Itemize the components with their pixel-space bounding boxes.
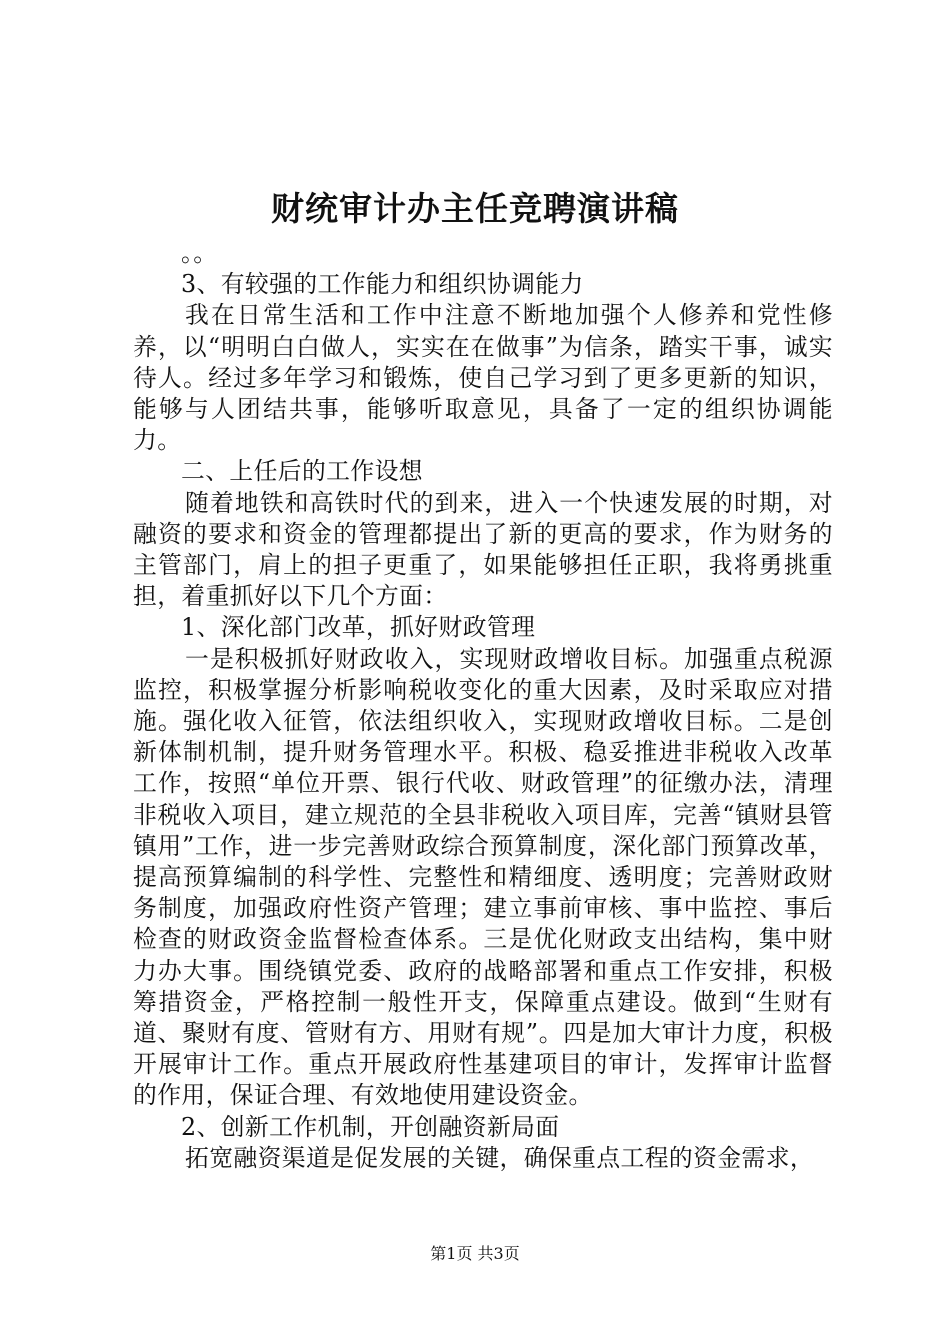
paragraph-fiscal-measures: 一是积极抓好财政收入，实现财政增收目标。加强重点税源监控，积极掌握分析影响税收变化的重大因素，及时采取应对措施。强化收入征管，依法组织收入，实现财政增收目标。二是创新体制机制，提升财务管理水平。积极、稳妥推进非税收入改革工作，按照“单位开票、银行代收、财政管理”的征缴办法，清理非税收入项目，建立规范的全县非税收入项目库，完善“镇财县管镇用”工作，进一步完善财政综合预算制度，深化部门预算改革，提高预算编制的科学性、完整性和精细度、透明度；完善财政财务制度，加强政府性资产管理；建立事前审核、事中监控、事后检查的财政资金监督检查体系。三是优化财政支出结构，集中财力办大事。围绕镇党委、政府的战略部署和重点工作安排，积极筹措资金，严格控制一般性开支，保障重点建设。做到“生财有道、聚财有度、管财有方、用财有规”。四是加大审计力度，积极开展审计工作。重点开展政府性基建项目的审计，发挥审计监督的作用，保证合理、有效地使用建设资金。 — [133, 644, 833, 1110]
heading-financing: 2、创新工作机制，开创融资新局面 — [181, 1112, 560, 1141]
paragraph-development: 随着地铁和高铁时代的到来，进入一个快速发展的时期，对融资的要求和资金的管理都提出了新的更高的要求，作为财务的主管部门，肩上的担子更重了，如果能够担任正职，我将勇挑重担，着重抓好以下几个方面： — [133, 488, 833, 611]
paragraph-ellipsis: 。。 — [181, 239, 218, 267]
paragraph-self-cultivation: 我在日常生活和工作中注意不断地加强个人修养和党性修养，以“明明白白做人，实实在在做事”为信条，踏实干事，诚实待人。经过多年学习和锻炼，使自己学习到了更多更新的知识，能够与人团结共事，能够听取意见，具备了一定的组织协调能力。 — [133, 301, 833, 455]
heading-deepen-reform: 1、深化部门改革，抓好财政管理 — [181, 613, 536, 642]
page-number-footer: 第1页 共3页 — [430, 1244, 520, 1263]
heading-ability: 3、有较强的工作能力和组织协调能力 — [181, 270, 584, 299]
document-body — [133, 238, 833, 1174]
document-title: 财统审计办主任竞聘演讲稿 — [271, 189, 679, 228]
paragraph-financing-channels: 拓宽融资渠道是促发展的关键，确保重点工程的资金需求， — [185, 1143, 815, 1172]
heading-work-plan: 二、上任后的工作设想 — [181, 457, 423, 486]
